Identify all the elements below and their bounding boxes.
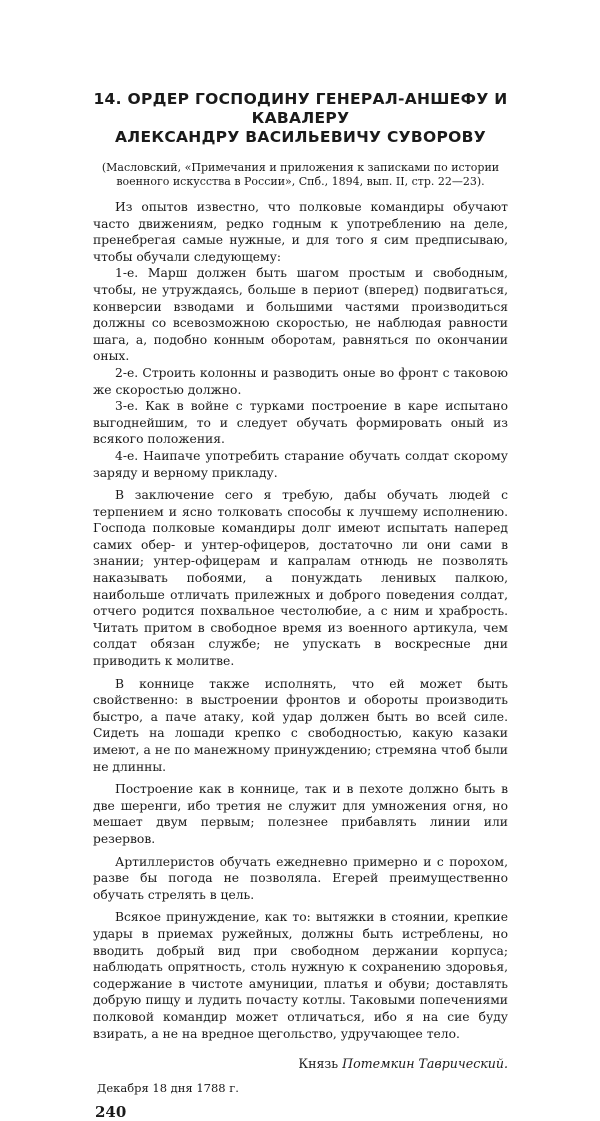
title-line-1: 14. ОРДЕР ГОСПОДИНУ ГЕНЕРАЛ-АНШЕФУ И КАВАЛЕРУ [93,90,508,127]
document-date: Декабря 18 дня 1788 г. [97,1081,239,1096]
document-page [93,90,508,1121]
paragraph-discipline: Всякое принуждение, как то: вытяжки в стоянии, крепкие удары в приемах ружейных, должны быть истреблены, но вводить добрый вид при свободном держании корпуса; наблюдать опрятность, столь нужную к сохранению здоровья, содержание в чистоте амуниции, платья и обуви; доставлять добрую пищу и лудить почасту котлы. Таковыми попечениями полковой командир может отличаться, ибо я на сие буду взирать, а не на вредное щегольство, удручающее тело. [93,910,508,1041]
paragraph-cavalry: В коннице также исполнять, что ей может быть свойственно: в выстроении фронтов и обороты производить быстро, а паче атаку, кой удар должен быть во всей силе. Сидеть на лошади крепко с свободностью, какую казаки имеют, а не по манежному принуждению; стремяна чтоб были не длинны. [93,676,508,774]
paragraph-artillery: Артиллеристов обучать ежедневно примерно и с порохом, разве бы погода не позволяла. Егерей преимущественно обучать стрелять в цель. [93,854,508,902]
paragraph-point-2: 2-е. Строить колонны и разводить оные во фронт с таковою же скоростью должно. [93,365,508,397]
document-title [93,90,508,147]
signature [93,1056,508,1071]
signature-name: Потемкин Таврический. [342,1056,508,1072]
paragraph-point-3: 3-е. Как в войне с турками построение в каре испытано выгоднейшим, то и следует обучать формировать оный из всякого положения. [93,399,508,447]
paragraph-point-4: 4-е. Наипаче употребить старание обучать солдат скорому заряду и верному прикладу. [93,448,508,480]
signature-title: Князь [298,1056,339,1072]
paragraph-formation: Построение как в коннице, так и в пехоте должно быть в две шеренги, ибо третия не служит для умножения огня, но мешает двум первым; полезнее прибавлять линии или резервов. [93,782,508,846]
paragraph-point-1: 1-е. Марш должен быть шагом простым и свободным, чтобы, не утруждаясь, больше в периот (вперед) подвигаться, конверсии взводами и большими частями производиться должны со всевозможною скоростью, не наблюдая равности шага, а, подобно конным оборотам, равняться по окончании оных. [93,266,508,364]
page-number: 240 [95,1103,127,1121]
title-line-2: АЛЕКСАНДРУ ВАСИЛЬЕВИЧУ СУВОРОВУ [115,128,486,146]
paragraph-conclusion: В заключение сего я требую, дабы обучать людей с терпением и ясно толковать способы к лучшему исполнению. Господа полковые командиры долг имеют испытать наперед самих обер- и унтер-офицеров, достаточно ли они сами в знании; унтер-офицерам и капралам отнюдь не позволять наказывать побоями, а понуждать ленивых палкою, наибольше отличать прилежных и доброго поведения солдат, отчего родится похвальное честолюбие, а с ним и храбрость. Читать притом в свободное время из военного артикула, чем солдат обязан службе; не упускать в воскресные дни приводить к молитве. [93,488,508,669]
source-citation: (Масловский, «Примечания и приложения к записками по истории военного искусства в России», Спб., 1894, вып. II, стр. 22—23). [101,161,500,188]
paragraph-intro: Из опытов известно, что полковые командиры обучают часто движениям, редко годным к употреблению на деле, пренебрегая самые нужные, и для того я сим предписываю, чтобы обучали следующему: [93,200,508,264]
